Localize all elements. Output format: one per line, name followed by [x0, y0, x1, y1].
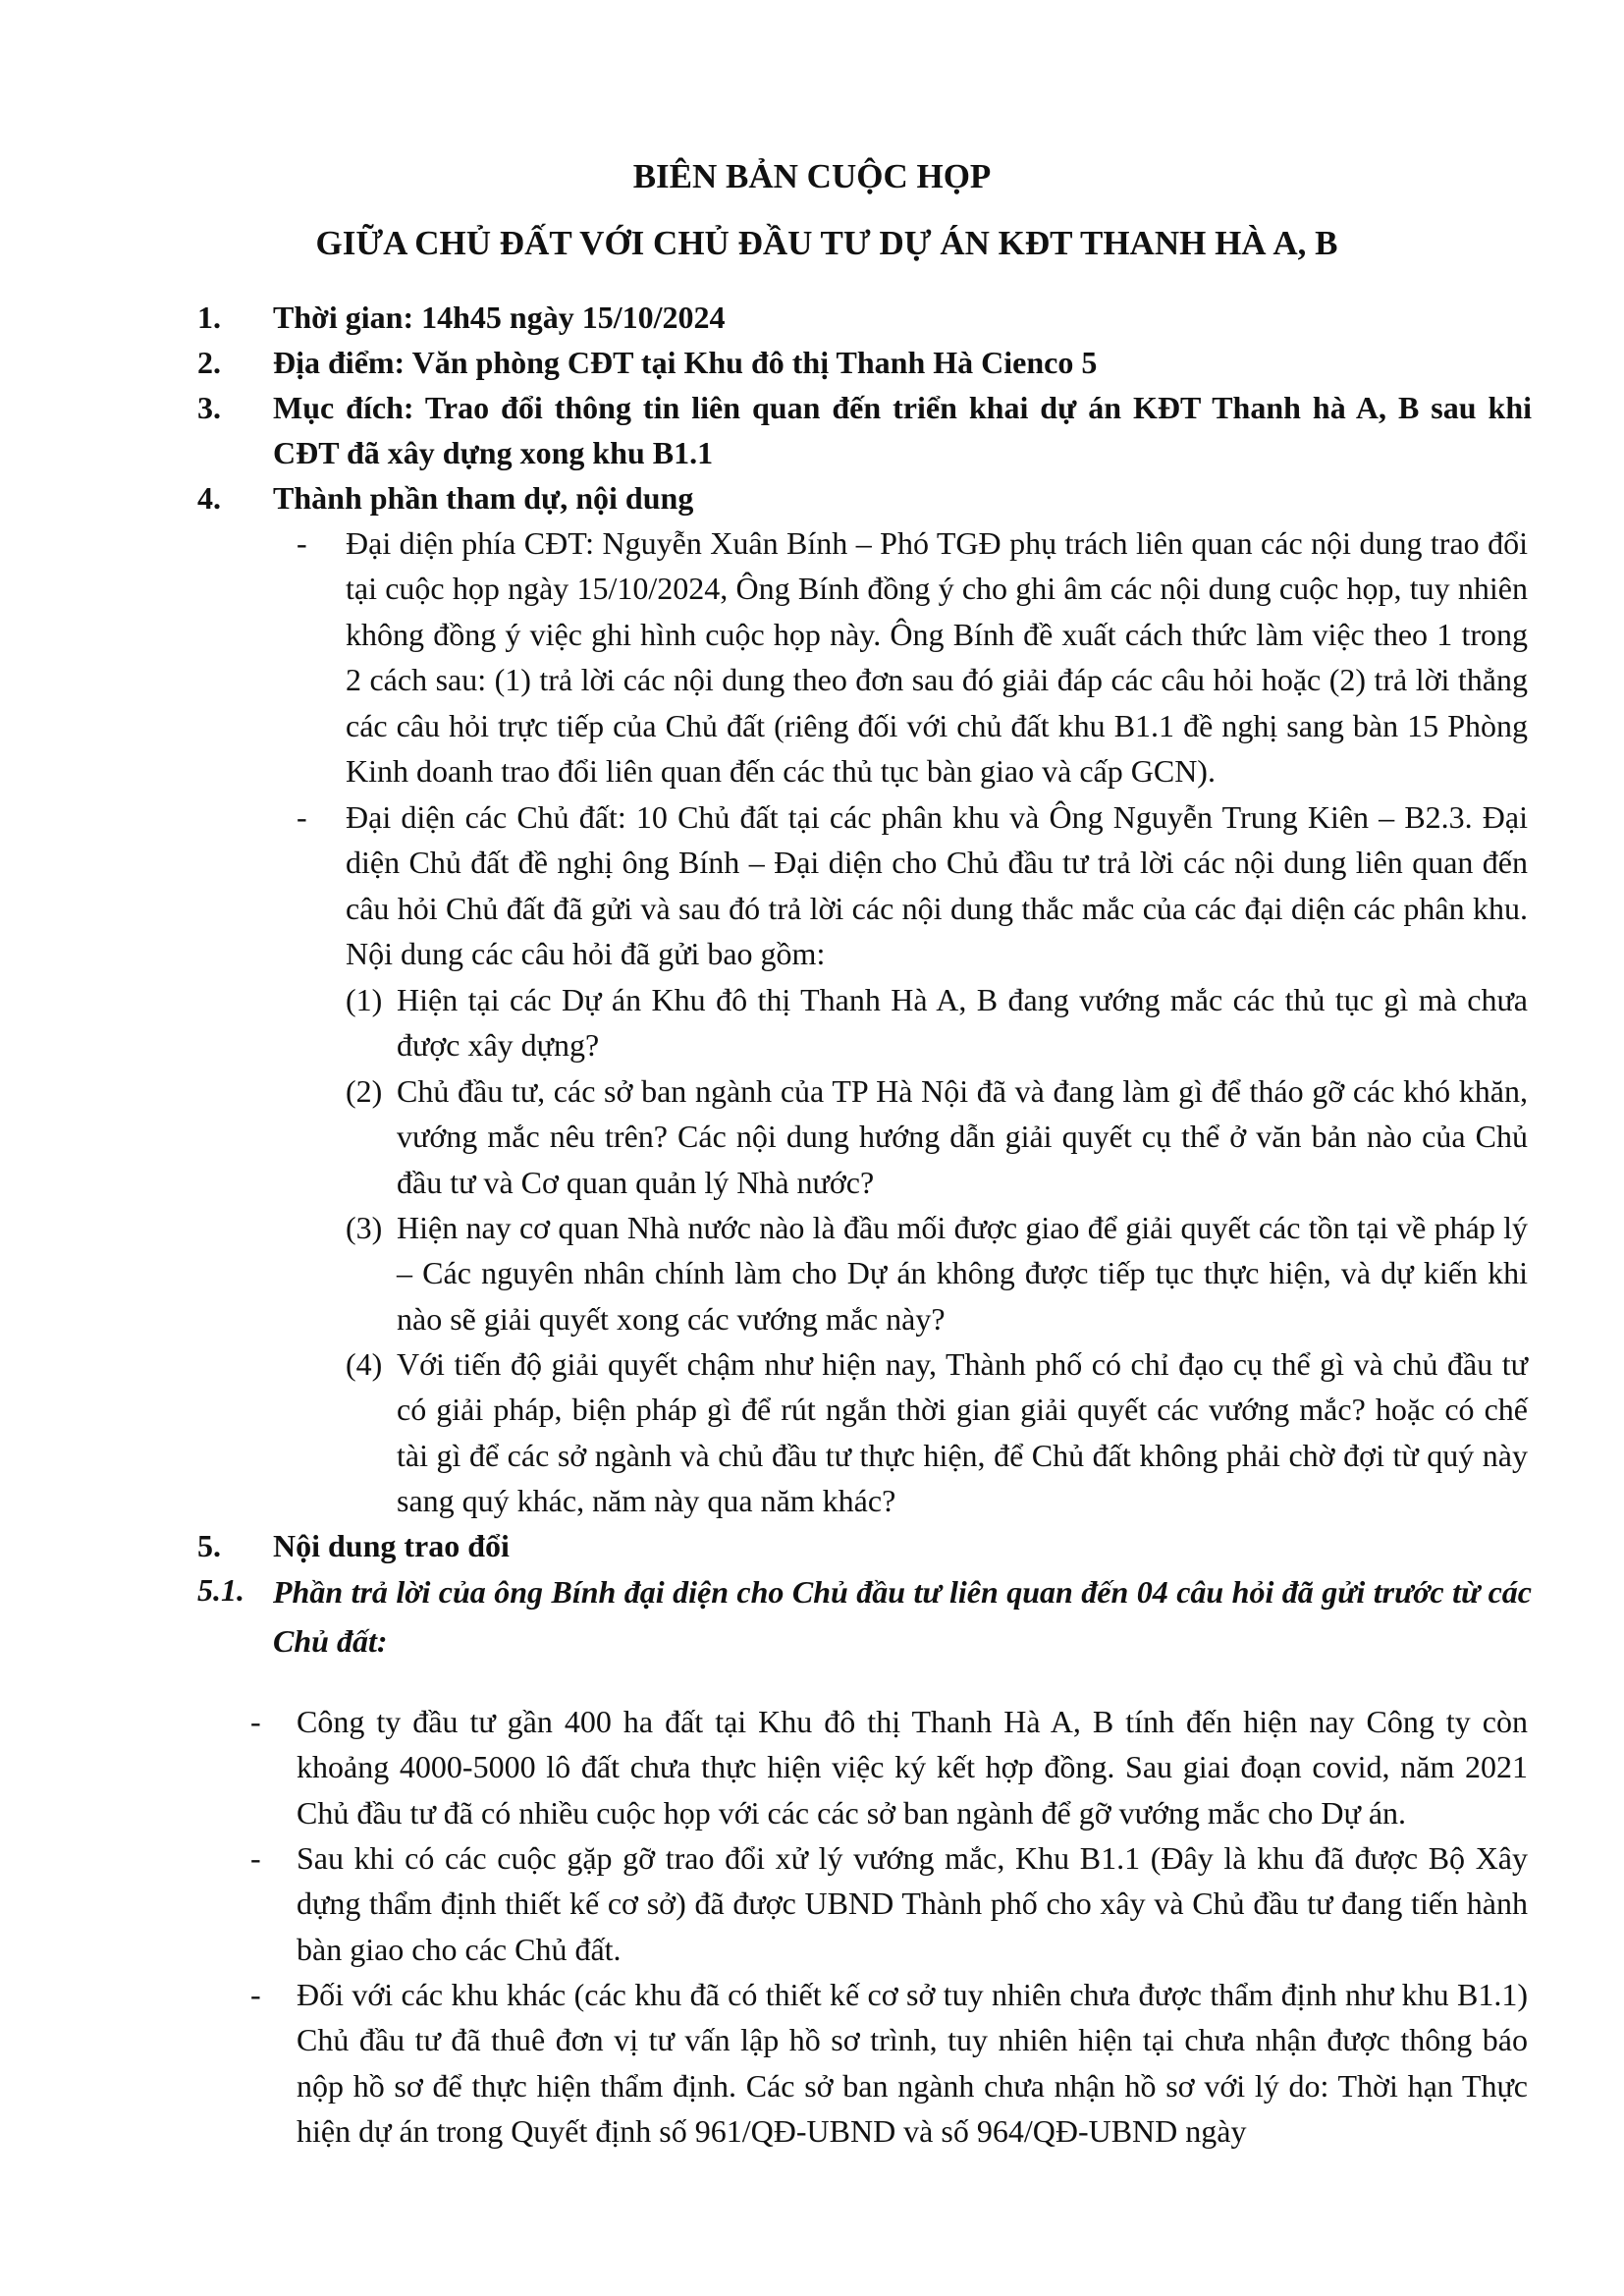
document-title: BIÊN BẢN CUỘC HỌP	[632, 157, 992, 195]
bullet-dash: -	[297, 799, 307, 835]
section-number: 5.	[197, 1528, 221, 1563]
bullet-dash: -	[297, 525, 307, 561]
investor-representative-paragraph: Đại diện phía CĐT: Nguyễn Xuân Bính – Phó TGĐ phụ trách liên quan các nội dung trao đổi tại cuộc họp ngày 15/10/2024, Ông Bính đồng ý cho ghi âm các nội dung cuộc họp, tuy nhiên không đồng ý việc ghi hình cuộc họp này. Ông Bính đề xuất cách thức làm việc theo 1 trong 2 cách sau: (1) trả lời các nội dung theo đơn sau đó giải đáp các câu hỏi hoặc (2) trả lời thẳng các câu hỏi trực tiếp của Chủ đất (riêng đối với chủ đất khu B1.1 đề nghị sang bàn 15 Phòng Kinh doanh trao đổi liên quan đến các thủ tục bàn giao và cấp GCN).	[346, 525, 1528, 790]
question-text: Với tiến độ giải quyết chậm như hiện nay, Thành phố có chỉ đạo cụ thể gì và chủ đầu tư có giải pháp, biện pháp gì để rút ngắn thời gian giải quyết các vướng mắc? hoặc có chế tài gì để các sở ngành và chủ đầu tư thực hiện, để Chủ đất không phải chờ đợi từ quý này sang quý khác, năm này qua năm khác?	[397, 1346, 1528, 1519]
item-purpose: Mục đích: Trao đổi thông tin liên quan đến triển khai dự án KĐT Thanh hà A, B sau khi CĐT đã xây dựng xong khu B1.1	[273, 390, 1532, 470]
answer-paragraph: Công ty đầu tư gần 400 ha đất tại Khu đô thị Thanh Hà A, B tính đến hiện nay Công ty còn khoảng 4000-5000 lô đất chưa thực hiện việc ký kết hợp đồng. Sau giai đoạn covid, năm 2021 Chủ đầu tư đã có nhiều cuộc họp với các các sở ban ngành để gỡ vướng mắc cho Dự án.	[297, 1704, 1528, 1831]
item-number: 1.	[197, 300, 221, 335]
item-location: Địa điểm: Văn phòng CĐT tại Khu đô thị Thanh Hà Cienco 5	[273, 345, 1098, 380]
answer-paragraph: Đối với các khu khác (các khu đã có thiết kế cơ sở tuy nhiên chưa được thẩm định như khu B1.1) Chủ đầu tư đã thuê đơn vị tư vấn lập hồ sơ trình, tuy nhiên hiện tại chưa nhận được thông báo nộp hồ sơ để thực hiện thẩm định. Các sở ban ngành chưa nhận hồ sơ với lý do: Thời hạn Thực hiện dự án trong Quyết định số 961/QĐ-UBND và số 964/QĐ-UBND ngày	[297, 1977, 1528, 2150]
question-text: Hiện nay cơ quan Nhà nước nào là đầu mối được giao để giải quyết các tồn tại về pháp lý – Các nguyên nhân chính làm cho Dự án không được tiếp tục thực hiện, và dự kiến khi nào sẽ giải quyết xong các vướng mắc này?	[397, 1210, 1528, 1337]
item-number: 4.	[197, 480, 221, 516]
document-subtitle: GIỮA CHỦ ĐẤT VỚI CHỦ ĐẦU TƯ DỰ ÁN KĐT THANH HÀ A, B	[315, 224, 1338, 262]
section-heading: Nội dung trao đổi	[273, 1528, 510, 1563]
question-text: Hiện tại các Dự án Khu đô thị Thanh Hà A, B đang vướng mắc các thủ tục gì mà chưa được xây dựng?	[397, 982, 1528, 1064]
landowner-representative-paragraph: Đại diện các Chủ đất: 10 Chủ đất tại các phân khu và Ông Nguyễn Trung Kiên – B2.3. Đại diện Chủ đất đề nghị ông Bính – Đại diện cho Chủ đầu tư trả lời các nội dung liên quan đến câu hỏi Chủ đất đã gửi và sau đó trả lời các nội dung thắc mắc của các đại diện các phân khu. Nội dung các câu hỏi đã gửi bao gồm:	[346, 799, 1528, 972]
question-number: (2)	[346, 1073, 383, 1109]
question-text: Chủ đầu tư, các sở ban ngành của TP Hà Nội đã và đang làm gì để tháo gỡ các khó khăn, vướng mắc nêu trên? Các nội dung hướng dẫn giải quyết cụ thể ở văn bản nào của Chủ đầu tư và Cơ quan quản lý Nhà nước?	[397, 1073, 1528, 1200]
item-participants: Thành phần tham dự, nội dung	[273, 480, 694, 516]
subsection-heading: Phần trả lời của ông Bính đại diện cho Chủ đầu tư liên quan đến 04 câu hỏi đã gửi trước từ các Chủ đất:	[273, 1574, 1532, 1659]
item-time: Thời gian: 14h45 ngày 15/10/2024	[273, 300, 726, 335]
bullet-dash: -	[250, 1840, 261, 1876]
bullet-dash: -	[250, 1977, 261, 2012]
item-number: 2.	[197, 345, 221, 380]
question-number: (4)	[346, 1346, 383, 1382]
answer-paragraph: Sau khi có các cuộc gặp gỡ trao đổi xử lý vướng mắc, Khu B1.1 (Đây là khu đã được Bộ Xây dựng thẩm định thiết kế cơ sở) đã được UBND Thành phố cho xây và Chủ đầu tư đang tiến hành bàn giao cho các Chủ đất.	[297, 1840, 1528, 1967]
question-number: (1)	[346, 982, 383, 1017]
item-number: 3.	[197, 390, 221, 425]
bullet-dash: -	[250, 1704, 261, 1739]
subsection-number: 5.1.	[197, 1572, 244, 1608]
question-number: (3)	[346, 1210, 383, 1245]
